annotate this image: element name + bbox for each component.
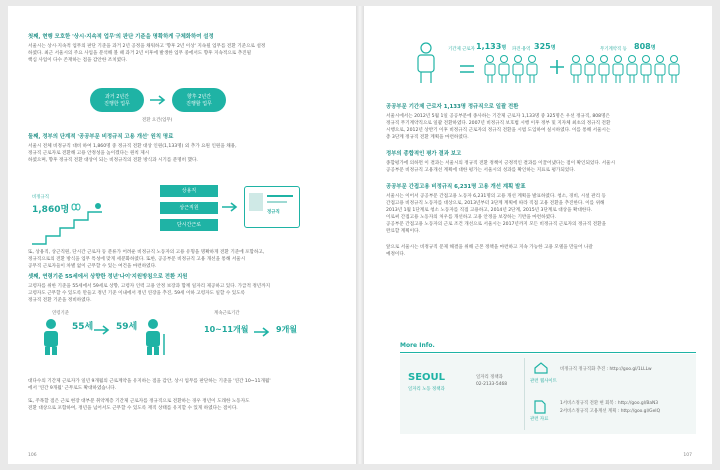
section-body-3 — [386, 193, 698, 235]
section-title-2: 둘째, 정부의 단계적 '공공부문 비정규직 고용 개선' 원칙 명료 — [28, 134, 174, 140]
divider — [524, 358, 525, 430]
document-icon — [534, 400, 546, 414]
equals-icon — [460, 64, 474, 74]
plus-icon — [550, 60, 564, 74]
arrow-right-icon — [94, 324, 112, 336]
type-item-1: 상용직 — [160, 185, 218, 197]
body-line: 대다수의 기간제 근로자가 일년 9개월의 근로계약을 유지하는 점을 감안, 상시 업무를 판단하는 기준을 '연간 10~11개월' — [28, 379, 271, 384]
group-label-1: 기간제 근로자 — [448, 47, 475, 52]
body-line: 2013년 1월 1단계로 청소 노동자를 직접 고용하고, 2014년 2단계, 2015년 3단계로 대상을 확대한다. — [386, 208, 593, 213]
age-to: 59세 — [116, 322, 138, 332]
pill-line: 과거 2년간 — [104, 94, 130, 100]
group-number-2 — [534, 42, 556, 51]
number-value: 1,133 — [476, 42, 502, 51]
website-label: 관련 웹사이트 — [530, 379, 557, 384]
material-link-2[interactable]: 2서비스정규직 고용계선 계획 : http://goo.gl/GeIQ — [560, 409, 661, 414]
body-line: 시행으로, 2012년 상반기 이후 비정규직 근로자의 정규직 전환을 시범 도입하여 실시하였다. 이를 통해 서울시는 — [386, 128, 611, 133]
body-line: 서울시 전체 비정규직 대비 하여 1,860명 중 정규직 전환 대상 인원(1,133명) 외 추가 요원 인원을 채용, — [28, 144, 237, 149]
body-line: 정규직 전환 기준을 정비하였다. — [28, 298, 92, 303]
body-line: 서울시는 이어서 공공부문 간접고용 노동자 6,231명의 고용 개선 계획을 발표하였다. 청소, 경비, 시설 관리 등 — [386, 194, 606, 199]
seoul-logo: SEOUL — [408, 372, 446, 383]
body-line: 핵심 사업이 다수 존재하는 점을 감안한 조치였다. — [28, 58, 127, 63]
home-icon — [534, 362, 548, 374]
months-label: 계속근로기간 — [214, 311, 240, 316]
seoul-logo-subtitle: 일자리 노동 정책과 — [408, 387, 445, 392]
more-info-box — [400, 354, 696, 434]
staircase-icon — [32, 206, 122, 246]
age-label: 연령기준 — [52, 311, 69, 316]
more-info-title: More Info. — [400, 342, 435, 349]
body-line: 서울시는 상시·지속적 업무의 판단 기준을 과거 2년 공정을 채워하고 '향후 2년 이상' 지속될 업무를 전환 기준으로 설정 — [28, 44, 266, 49]
divider — [400, 352, 696, 353]
section-body-1 — [28, 43, 338, 64]
pill-line: 진행한 업무 — [104, 101, 130, 107]
number-suffix: 명 — [501, 45, 507, 51]
past-work-pill — [90, 88, 144, 112]
website-link[interactable]: 비정규직 정규직화 추진 : http://goo.gl/1LLLw — [560, 367, 652, 372]
body-line: 간접고용 비정규직 노동자를 대상으로, 2013년부터 3단계 계획에 따라 직접 고용 전환을 추진한다. 이를 위해 — [386, 201, 605, 206]
id-card-icon — [244, 186, 300, 228]
body-line: 정규직으로의 전환 방식을 업무 특성에 맞게 세분화하였다. 또한, 공공부문 비정규직 고용 개선을 통해 서울시 — [28, 257, 246, 262]
body-line: 공공부문 간접고용 노동자의 근로 조건 개선으로 서울시는 2017년까지 모든 비정규직 근로자의 정규직 전환을 — [386, 222, 607, 227]
body-line: 에서 '연간 9개월' 근무로도 확대하였습니다. — [28, 386, 117, 391]
worker-count-label: 비정규직 — [32, 195, 49, 200]
body-line: 공무직 근로자들이 차별 없이 근무할 수 있는 여건을 마련하였다. — [28, 264, 157, 269]
diagram-caption: 전환 요건(업무) — [142, 118, 173, 123]
section-body-6 — [28, 398, 343, 412]
body-line: 예정이다. — [386, 252, 406, 257]
group-number-1 — [476, 42, 506, 51]
contact-name: 일자리 정책과 — [476, 375, 503, 380]
months-to: 9개월 — [276, 325, 298, 334]
arrow-right-icon — [150, 94, 168, 106]
section-title-4: 셋째, 연령기준 55세에서 상향한 정년'나이'지원방침으로 전환 지원 — [28, 274, 188, 280]
page-number: 107 — [683, 453, 692, 458]
arrow-right-icon — [222, 201, 240, 213]
card-line — [267, 201, 287, 203]
body-line: 앞으로 서울시는 비정규직 문제 해결을 위해 근본 정책을 마련하고 지속 가능한 고용 모델을 만들어 나갈 — [386, 245, 593, 250]
person-icon — [34, 318, 68, 356]
number-value: 325 — [534, 42, 551, 51]
body-line: 이로써 간접고용 노동자의 처우를 개선하고 고용 안정을 보장하는 기반을 마련하였다. — [386, 215, 556, 220]
body-line: 완료할 계획이다. — [386, 229, 420, 234]
body-line: 종합평가에 의하면 이 결과는 서울시의 정규직 전환 정책이 긍정적인 결과를 이끌어냈다는 점이 확인되었다. 서울시 — [386, 161, 616, 166]
arrow-right-icon — [254, 326, 272, 338]
body-line: 정규직 무기계약직으로 일괄 전환하였다. 2007년 비정규직 보호법 시행 이후 정부 및 지자체 최초의 정규직 전환 — [386, 121, 611, 126]
group-label-3: 무기계약직 등 — [600, 47, 627, 52]
section-body-3 — [28, 249, 343, 270]
section-title-2: 정부의 종합적인 평가 결과 보고 — [386, 151, 462, 157]
type-item-3: 단시간근로 — [160, 219, 218, 231]
right-page — [364, 6, 712, 464]
section-title-1: 첫째, 현행 모호한 '상시·지속적 업무'의 판단 기준을 명확하게 구체화하여 설정 — [28, 34, 214, 40]
body-line: 고령자를 위한 기준을 55세에서 59세로 상향, 고령자 인력 고용 안정 보장과 함께 일자리 제공하고 있다. 가급적 정년까지 — [28, 284, 271, 289]
people-group-icon — [570, 54, 690, 84]
section-body-2 — [386, 160, 698, 174]
contact-phone: 02-2133-5468 — [476, 382, 508, 387]
body-line: 하였다. 최근 서울시의 주요 사업을 분석해 볼 때 과거 2년 이후에 발생한 업무 중에서도 향후 지속적으로 추진될 — [28, 51, 252, 56]
section-body-4 — [386, 244, 698, 258]
body-line: 서울시에서는 2012년 5월 1일 공공부문에 종사하는 기간제 근로자 1,133명 중 325명은 우선 정규직, 808명은 — [386, 114, 610, 119]
section-body-5 — [28, 378, 343, 392]
book-gutter — [356, 6, 364, 464]
future-work-pill — [172, 88, 226, 112]
body-line: 총 3단계 정규직 전환 계획을 마련하였다. — [386, 135, 469, 140]
left-page — [8, 6, 356, 464]
worker-count: 1,860명 — [32, 205, 70, 215]
body-line: 또, 주목할 점은 근로 현장 대부분 취약계층 기간제 근로자를 정규직으로 전환하는 경우 정년이 도래한 노동자도 — [28, 399, 250, 404]
materials-label: 관련 자료 — [530, 417, 549, 422]
number-suffix: 명 — [650, 45, 656, 51]
elder-icon — [136, 318, 170, 356]
body-line: 정규직 근로자로 전환해 고용 안정성을 높이겠다는 원칙 제시 — [28, 151, 150, 156]
body-line: 고령자도 근무할 수 있도록 만들고 정년 기준 이내에서 정년 연장을 추진, 59세 이하 고령자도 일할 수 있도록 — [28, 291, 246, 296]
body-line: 공공부문 비정규직 고용개선 계획에 대한 평가는 서울시의 성과를 확인하는 지표로 평가되었다. — [386, 168, 576, 173]
section-body-1 — [386, 113, 698, 141]
person-icon — [408, 42, 444, 84]
body-line: 하였으며, 향후 정규직 전환 대상이 되는 비정규직의 전환 방식과 시기를 분명히 했다. — [28, 158, 198, 163]
page-number: 106 — [28, 453, 37, 458]
pill-line: 향후 2년간 — [186, 94, 212, 100]
age-from: 55세 — [72, 322, 94, 332]
avatar — [249, 193, 263, 211]
section-body-4 — [28, 283, 343, 304]
card-label: 정규직 — [267, 210, 280, 215]
material-link-1[interactable]: 1서비스정규직 전환 현 회복 : http://goo.gl/BaN3 — [560, 401, 659, 406]
months-from: 10~11개월 — [204, 325, 249, 334]
card-line — [267, 195, 293, 197]
body-line: 전환 대상으로 포함하여, 정년을 넘어서도 근무할 수 있도록 재직 상태를 유지할 수 있게 하였다는 점이다. — [28, 406, 238, 411]
pill-line: 진행할 업무 — [186, 101, 212, 107]
type-item-2: 상근직원 — [160, 202, 218, 214]
people-group-icon — [484, 54, 544, 84]
section-title-1: 공공부문 기간제 근로자 1,133명 정규직으로 일괄 전환 — [386, 104, 519, 110]
body-line: 또, 상용직, 상근직원, 단시간 근로자 등 분류가 어려운 비정규직 노동자의 고용 유형을 명확하게 전환 기준에 포함하고, — [28, 250, 265, 255]
number-suffix: 명 — [550, 45, 556, 51]
number-value: 808 — [634, 42, 651, 51]
section-body-2 — [28, 143, 343, 164]
group-label-2: 파견·용역 — [512, 47, 531, 52]
section-title-3: 공공부문 간접고용 비정규직 6,231명 고용 개선 계획 발표 — [386, 184, 526, 190]
group-number-3 — [634, 42, 656, 51]
